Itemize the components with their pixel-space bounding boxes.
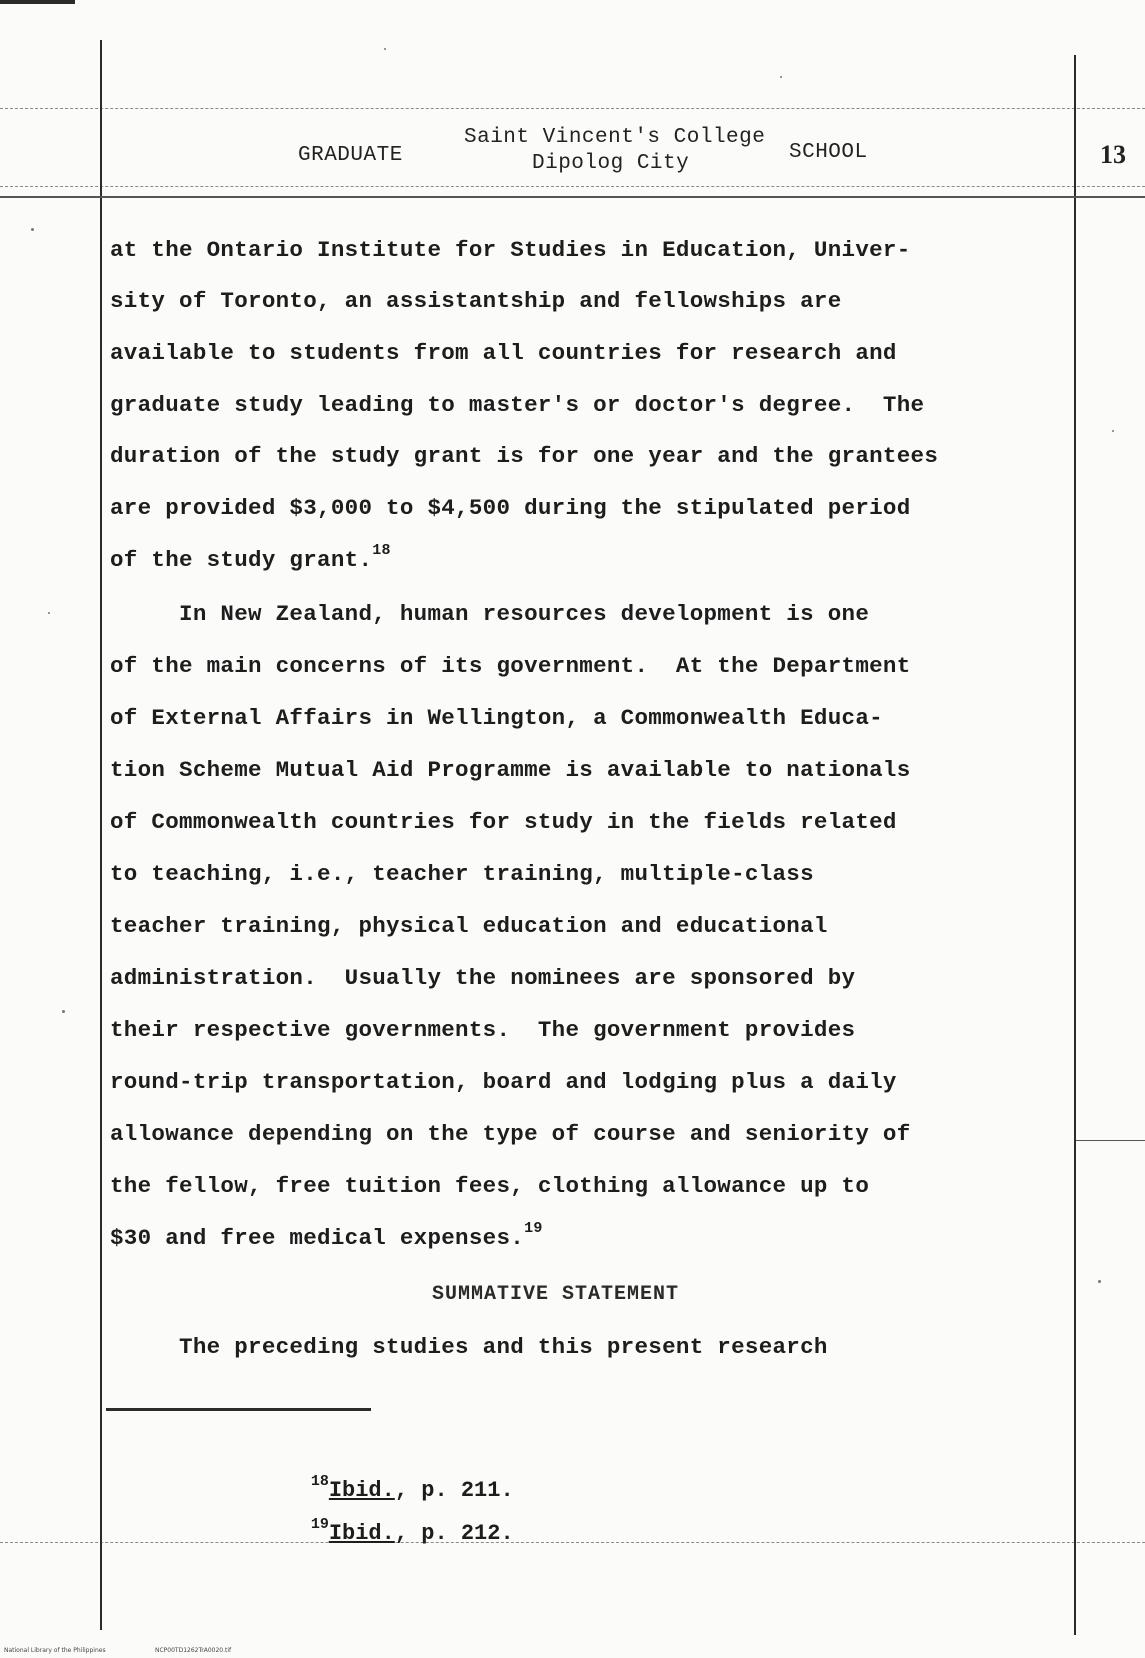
body-line: their respective governments. The government provides <box>110 1017 856 1043</box>
scan-speck <box>384 48 386 50</box>
body-line: of Commonwealth countries for study in the fields related <box>110 809 897 835</box>
body-line: of the main concerns of its government. At the Department <box>110 653 911 679</box>
body-line: In New Zealand, human resources development is one <box>110 601 870 627</box>
footnote-marker-18: 18 <box>372 542 391 559</box>
body-line: teacher training, physical education and educational <box>110 913 828 939</box>
right-margin-rule <box>1074 55 1076 1635</box>
body-line: round-trip transportation, board and lodging plus a daily <box>110 1069 897 1095</box>
body-line: the fellow, free tuition fees, clothing allowance up to <box>110 1173 870 1199</box>
page-number: 13 <box>1100 140 1126 169</box>
body-line: sity of Toronto, an assistantship and fellowships are <box>110 288 842 314</box>
footnote-19 <box>258 1496 514 1571</box>
header-graduate: GRADUATE <box>298 144 403 167</box>
body-line: The preceding studies and this present research <box>110 1334 828 1360</box>
scan-speck <box>31 228 34 231</box>
body-line: of External Affairs in Wellington, a Commonwealth Educa- <box>110 705 883 731</box>
body-line: tion Scheme Mutual Aid Programme is available to nationals <box>110 757 911 783</box>
body-line-with-note <box>110 542 391 573</box>
header-school: SCHOOL <box>789 141 868 164</box>
scan-speck <box>1098 1280 1101 1283</box>
body-line: duration of the study grant is for one year and the grantees <box>110 443 939 469</box>
footnote-ibid: Ibid. <box>328 1478 395 1503</box>
body-line: administration. Usually the nominees are sponsored by <box>110 965 856 991</box>
footnote-ibid: Ibid. <box>328 1521 395 1546</box>
top-left-scan-mark <box>0 0 75 4</box>
scan-speck <box>780 76 782 78</box>
right-edge-tick <box>1076 1140 1145 1141</box>
footer-filename: NCP00TD1262TrA0020.tif <box>155 1647 232 1654</box>
left-margin-rule <box>100 40 102 1630</box>
footnote-marker-19: 19 <box>524 1220 543 1237</box>
scan-speck <box>62 1010 65 1013</box>
body-line-with-note <box>110 1220 543 1251</box>
section-heading: SUMMATIVE STATEMENT <box>432 1283 680 1306</box>
body-line: are provided $3,000 to $4,500 during the stipulated period <box>110 495 911 521</box>
scan-speck <box>1112 430 1114 432</box>
header-rule <box>0 196 1145 198</box>
body-line: to teaching, i.e., teacher training, multiple-class <box>110 861 814 887</box>
footnote-page: , p. 212. <box>394 1521 514 1546</box>
footnote-separator <box>106 1408 371 1411</box>
header-city: Dipolog City <box>532 152 690 175</box>
footnote-number: 19 <box>310 1516 329 1533</box>
body-line: at the Ontario Institute for Studies in Education, Univer- <box>110 237 911 263</box>
body-line: available to students from all countries for research and <box>110 340 897 366</box>
footnote-page: , p. 211. <box>394 1478 514 1503</box>
header-crease-line <box>0 186 1145 187</box>
body-text: of the study grant. <box>110 547 373 573</box>
footer-library-credit: National Library of the Philippines <box>4 1647 106 1654</box>
body-line: allowance depending on the type of course and seniority of <box>110 1121 911 1147</box>
header-college-name: Saint Vincent's College <box>464 126 766 149</box>
top-crease-line <box>0 108 1145 109</box>
footnote-number: 18 <box>310 1473 329 1490</box>
body-text: $30 and free medical expenses. <box>110 1225 525 1251</box>
body-line: graduate study leading to master's or doctor's degree. The <box>110 392 925 418</box>
scan-speck <box>48 612 50 614</box>
bottom-crease-line <box>0 1542 1145 1543</box>
